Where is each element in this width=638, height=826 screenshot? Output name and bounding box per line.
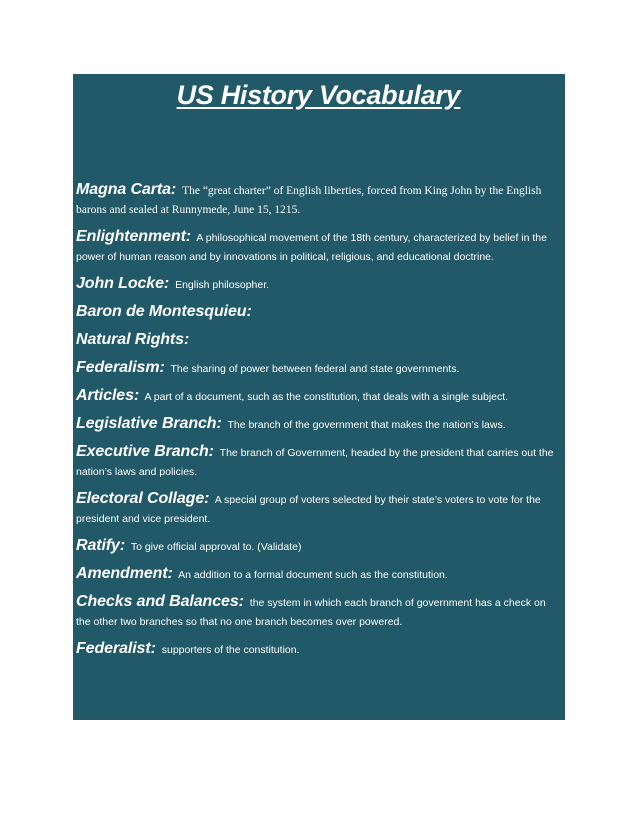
vocab-definition: A special group of voters selected by their state’s voters to vote for the president and vice president. (76, 494, 541, 525)
vocab-definition: The branch of Government, headed by the president that carries out the nation’s laws and policies. (76, 447, 554, 478)
vocabulary-panel (73, 74, 565, 720)
vocabulary-list (76, 180, 561, 660)
vocab-definition: A part of a document, such as the constitution, that deals with a single subject. (144, 391, 509, 403)
page-title: US History Vocabulary (176, 80, 461, 110)
vocab-entry-magna-carta (76, 180, 561, 220)
vocab-definition: A philosophical movement of the 18th century, characterized by belief in the power of human reason and by innovations in political, religious, and educational doctrine. (76, 232, 547, 263)
vocab-term: John Locke: (76, 275, 170, 292)
vocab-entry-checks-and-balances (76, 592, 561, 632)
vocab-term: Magna Carta: (76, 181, 177, 198)
vocab-entry-electoral-collage (76, 489, 561, 529)
vocab-term: Electoral Collage: (76, 490, 210, 507)
vocab-term: Natural Rights: (76, 331, 190, 348)
vocab-term: Federalist: (76, 640, 156, 657)
vocab-term: Ratify: (76, 537, 126, 554)
vocab-term: Checks and Balances: (76, 593, 244, 610)
vocab-entry-legislative-branch (76, 414, 561, 435)
vocab-term: Executive Branch: (76, 443, 214, 460)
vocab-term: Baron de Montesquieu: (76, 303, 252, 320)
vocab-definition: To give official approval to. (Validate) (130, 541, 302, 553)
vocab-definition: The sharing of power between federal and state governments. (170, 363, 460, 375)
vocab-definition: The “great charter” of English liberties, forced from King John by the English barons and sealed at Runnymede, June 15, 1215. (76, 185, 542, 216)
vocab-entry-john-locke (76, 274, 561, 295)
vocab-term: Amendment: (76, 565, 173, 582)
vocab-definition: An addition to a formal document such as the constitution. (178, 569, 448, 581)
vocab-entry-enlightenment (76, 227, 561, 267)
vocab-definition: supporters of the constitution. (161, 644, 300, 656)
vocab-entry-amendment (76, 564, 561, 585)
vocab-entry-ratify (76, 536, 561, 557)
vocab-term: Enlightenment: (76, 228, 192, 245)
vocab-term: Federalism: (76, 359, 165, 376)
vocab-term: Legislative Branch: (76, 415, 222, 432)
vocab-entry-natural-rights (76, 330, 561, 351)
vocab-definition: The branch of the government that makes the nation’s laws. (227, 419, 506, 431)
vocab-entry-montesquieu (76, 302, 561, 323)
vocab-definition: the system in which each branch of government has a check on the other two branches so that no one branch becomes over powered. (76, 597, 546, 628)
vocab-term: Articles: (76, 387, 140, 404)
vocab-entry-executive-branch (76, 442, 561, 482)
vocab-entry-federalist (76, 639, 561, 660)
vocab-entry-articles (76, 386, 561, 407)
vocab-definition: English philosopher. (175, 279, 270, 291)
vocab-entry-federalism (76, 358, 561, 379)
